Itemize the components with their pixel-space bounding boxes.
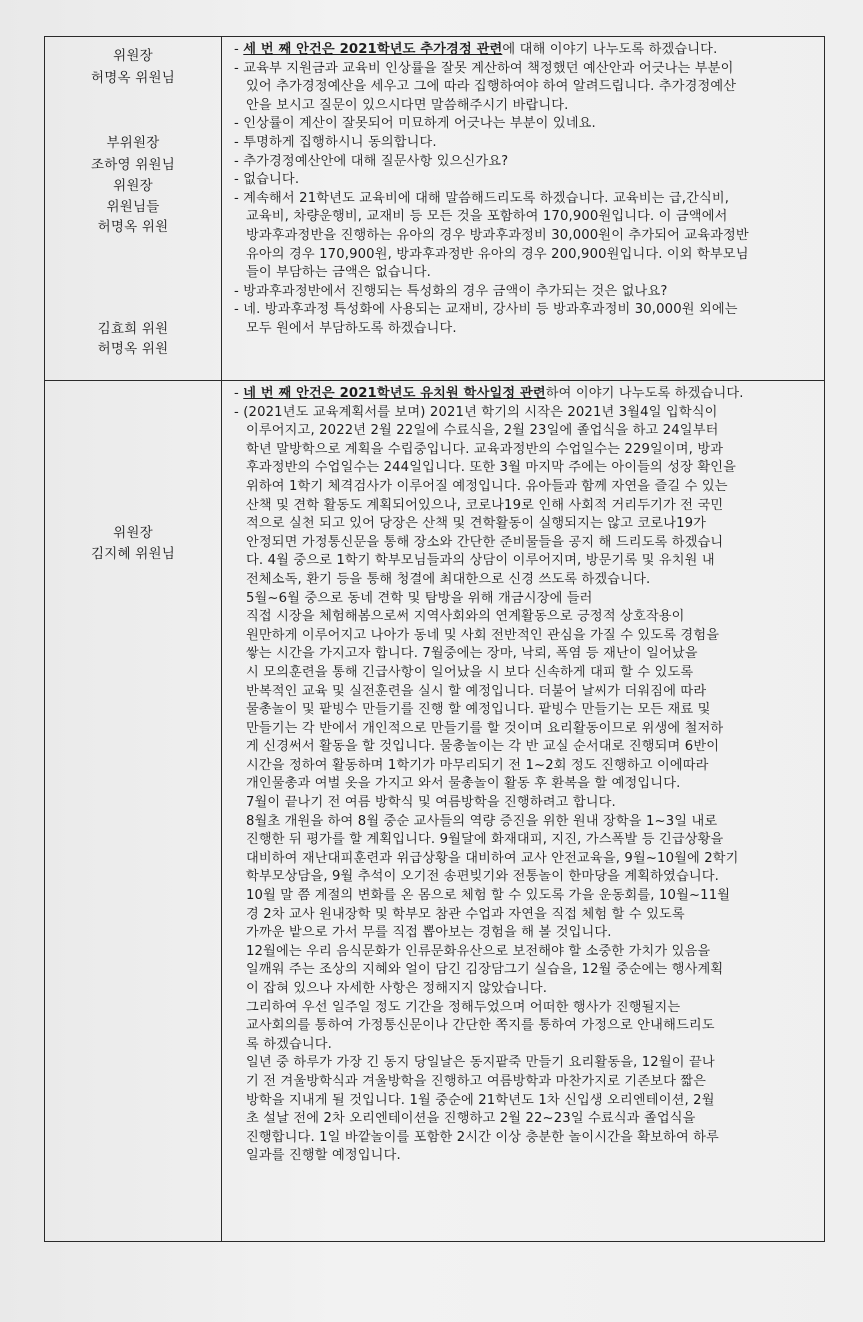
text-line: 10월 말 쯤 계절의 변화를 온 몸으로 체험 할 수 있도록 가을 운동회를, 10월~11월 bbox=[246, 888, 731, 904]
text-line: - 방과후과정반에서 진행되는 특성화의 경우 금액이 추가되는 것은 없나요? bbox=[234, 283, 668, 299]
text-line: 이 잡혀 있으나 자세한 사항은 정해지지 않았습니다. bbox=[246, 981, 548, 996]
agenda-title: 네 번 째 안건은 2021학년도 유치원 학사일정 관련 bbox=[243, 386, 546, 401]
text-line: 시 모의훈련을 통해 긴급사항이 일어났을 시 보다 신속하게 대피 할 수 있도록 bbox=[246, 664, 694, 680]
text-line: 위하여 1학기 체격검사가 이루어질 예정입니다. 유아들과 함께 자연을 즐길 수 있는 bbox=[246, 478, 728, 494]
speaker-label: 김지혜 위원님 bbox=[91, 546, 175, 562]
text-line: 진행한 뒤 평가를 할 계획입니다. 9월달에 화재대피, 지진, 가스폭발 등 긴급상황을 bbox=[246, 832, 724, 848]
text-line: 교육비, 차량운행비, 교재비 등 모든 것을 포함하여 170,900원입니다. 이 금액에서 bbox=[246, 209, 728, 225]
text-line: - 네 번 째 안건은 2021학년도 유치원 학사일정 관련하여 이야기 나누도록 하겠습니다. bbox=[234, 386, 744, 401]
text-line: 진행합니다. 1일 바깥놀이를 포함한 2시간 이상 충분한 놀이시간을 확보하여 하루 bbox=[246, 1129, 719, 1145]
text-line: 일년 중 하루가 가장 긴 동지 당일날은 동지팥죽 만들기 요리활동을, 12월이 끝나 bbox=[246, 1055, 715, 1071]
text-line: 후과정반의 수업일수는 244일입니다. 또한 3월 마지막 주에는 아이들의 성장 확인을 bbox=[246, 460, 737, 476]
speaker-label: 허명옥 위원 bbox=[97, 341, 169, 357]
text-line: - 추가경정예산안에 대해 질문사항 있으신가요? bbox=[234, 153, 509, 169]
text-line: 산책 및 견학 활동도 계획되어있으나, 코로나19로 인해 사회적 거리두기가 전 국민 bbox=[246, 497, 724, 513]
text-line: 이루어지고, 2022년 2월 22일에 수료식을, 2월 23일에 졸업식을 하고 24일부터 bbox=[246, 423, 719, 439]
text-line: - (2021년도 교육계획서를 보며) 2021년 학기의 시작은 2021년 3월4일 입학식이 bbox=[234, 404, 718, 420]
speaker-label: 부위원장 bbox=[106, 135, 160, 151]
speaker-column bbox=[45, 37, 222, 381]
text-line: 일과를 진행할 예정입니다. bbox=[246, 1148, 401, 1164]
minutes-table bbox=[44, 36, 825, 1242]
text-line: 록 하겠습니다. bbox=[246, 1036, 333, 1052]
text-line: 일깨워 주는 조상의 지혜와 얼이 담긴 김장담그기 실습을, 12월 중순에는 행사계획 bbox=[246, 962, 724, 978]
speaker-label: 위원장 bbox=[113, 48, 153, 64]
text-line: 적으로 실천 되고 있어 당장은 산책 및 견학활동이 실행되지는 않고 코로나19가 bbox=[246, 516, 707, 532]
text-line: 만들기는 각 반에서 개인적으로 만들기를 할 것이며 요리활동이므로 위생에 철저하 bbox=[246, 720, 724, 736]
text-line: 개인물총과 여벌 옷을 가지고 와서 물총놀이 활동 후 환복을 할 예정입니다. bbox=[246, 776, 681, 792]
text-line: 5월~6월 중으로 동네 견학 및 탐방을 위해 개금시장에 들러 bbox=[246, 590, 593, 606]
speaker-label: 김효희 위원 bbox=[97, 321, 169, 337]
text-line: 모두 원에서 부담하도록 하겠습니다. bbox=[246, 320, 457, 336]
text-line: - 계속해서 21학년도 교육비에 대해 말씀해드리도록 하겠습니다. 교육비는 급,간식비, bbox=[234, 190, 730, 206]
text-line: 유아의 경우 170,900원, 방과후과정반 유아의 경우 200,900원입니다. 이외 학부모님 bbox=[246, 246, 749, 262]
speaker-label: 위원장 bbox=[113, 525, 153, 541]
text-line: - 네. 방과후과정 특성화에 사용되는 교재비, 강사비 등 방과후과정비 30,000원 외에는 bbox=[234, 302, 738, 318]
speaker-label: 조하영 위원님 bbox=[91, 157, 175, 173]
text-line: 안을 보시고 질문이 있으시다면 말씀해주시기 바랍니다. bbox=[246, 97, 569, 113]
table-row bbox=[45, 381, 825, 1242]
text-line: 전체소독, 환기 등을 통해 청결에 최대한으로 신경 쓰도록 하겠습니다. bbox=[246, 571, 651, 587]
text-line: 대비하여 재난대피훈련과 위급상황을 대비하여 교사 안전교육을, 9월~10월에 2학기 bbox=[246, 850, 739, 866]
content-column bbox=[222, 37, 825, 381]
text-line: 쌓는 시간을 가지고자 합니다. 7월중에는 장마, 낙뢰, 폭염 등 재난이 일어났을 bbox=[246, 646, 698, 662]
text-line: 그리하여 우선 일주일 정도 기간을 정해두었으며 어떠한 행사가 진행될지는 bbox=[246, 999, 681, 1015]
text-line: 안정되면 가정통신문을 통해 장소와 간단한 준비물들을 공지 해 드리도록 하겠습니 bbox=[246, 534, 724, 550]
content-column bbox=[222, 381, 825, 1242]
text-line: 반복적인 교육 및 실전훈련을 실시 할 예정입니다. 더불어 날씨가 더워짐에 따라 bbox=[246, 683, 707, 699]
text-line: 초 설날 전에 2차 오리엔테이션을 진행하고 2월 22~23일 수료식과 졸업식을 bbox=[246, 1111, 696, 1127]
speaker-label: 위원장 bbox=[113, 178, 153, 194]
text-line: 물총놀이 및 팥빙수 만들기를 진행 할 예정입니다. 팥빙수 만들기는 모든 재료 및 bbox=[246, 702, 711, 718]
content-text bbox=[222, 381, 824, 1170]
text-line: 방과후과정반을 진행하는 유아의 경우 방과후과정비 30,000원이 추가되어 교육과정반 bbox=[246, 227, 749, 243]
text-line: 게 신경써서 활동을 할 것입니다. 물총놀이는 각 반 교실 순서대로 진행되며 6반이 bbox=[246, 739, 720, 755]
text-line: 경 2차 교사 원내장학 및 학부모 참관 수업과 자연을 직접 체험 할 수 있도록 bbox=[246, 906, 685, 922]
text-line: 학년 말방학으로 계획을 수립중입니다. 교육과정반의 수업일수는 229일이며, 방과 bbox=[246, 441, 724, 457]
text-line: - 없습니다. bbox=[234, 172, 300, 188]
agenda-title: 세 번 째 안건은 2021학년도 추가경정 관련 bbox=[243, 42, 503, 57]
speaker-list bbox=[45, 37, 221, 380]
text-line: 7월이 끝나기 전 여름 방학식 및 여름방학을 진행하려고 합니다. bbox=[246, 795, 616, 811]
text-line: 12월에는 우리 음식문화가 인류문화유산으로 보전해야 할 소중한 가치가 있음을 bbox=[246, 943, 711, 959]
text-line: - 투명하게 집행하시니 동의합니다. bbox=[234, 134, 437, 150]
text-line: 8월초 개원을 하여 8월 중순 교사들의 역량 증진을 위한 원내 장학을 1~3일 내로 bbox=[246, 813, 718, 829]
content-text bbox=[222, 37, 824, 343]
speaker-list bbox=[45, 381, 221, 1241]
text-line: - 세 번 째 안건은 2021학년도 추가경정 관련에 대해 이야기 나누도록 하겠습니다. bbox=[234, 42, 718, 57]
text-line: 교사회의를 통하여 가정통신문이나 간단한 쪽지를 통하여 가정으로 안내해드리도 bbox=[246, 1018, 715, 1034]
text-line: 직접 시장을 체험해봄으로써 지역사회와의 연계활동으로 긍정적 상호작용이 bbox=[246, 609, 685, 625]
speaker-label: 허명옥 위원 bbox=[97, 219, 169, 235]
speaker-column bbox=[45, 381, 222, 1242]
text-line: 기 전 겨울방학식과 겨울방학을 진행하고 여름방학과 마찬가지로 기존보다 짧은 bbox=[246, 1073, 707, 1089]
text-line: 다. 4월 중으로 1학기 학부모님들과의 상담이 이루어지며, 방문기록 및 유치원 내 bbox=[246, 553, 715, 569]
text-line: 들이 부담하는 금액은 없습니다. bbox=[246, 265, 431, 281]
speaker-label: 위원님들 bbox=[106, 199, 160, 215]
speaker-label: 허명옥 위원님 bbox=[91, 70, 175, 86]
text-line: 학부모상담을, 9월 추석이 오기전 송편빚기와 전통놀이 한마당을 계획하였습니다. bbox=[246, 869, 719, 885]
text-line: 가까운 밭으로 가서 무를 직접 뽑아보는 경험을 해 볼 것입니다. bbox=[246, 925, 612, 941]
text-line: 원만하게 이루어지고 나아가 동네 및 사회 전반적인 관심을 가질 수 있도록 경험을 bbox=[246, 627, 720, 643]
text-line: 있어 추가경정예산을 세우고 그에 따라 집행하여야 하여 알려드립니다. 추가경정예산 bbox=[246, 79, 737, 95]
table-row bbox=[45, 37, 825, 381]
text-line: 방학을 지내게 될 것입니다. 1월 중순에 21학년도 1차 신입생 오리엔테이션, 2월 bbox=[246, 1092, 715, 1108]
text-line: - 인상률이 계산이 잘못되어 미묘하게 어긋나는 부분이 있네요. bbox=[234, 116, 596, 132]
text-line: 시간을 정하여 활동하며 1학기가 마무리되기 전 1~2회 정도 진행하고 이에따라 bbox=[246, 757, 709, 773]
text-line: - 교육부 지원금과 교육비 인상률을 잘못 계산하여 책정했던 예산안과 어긋나는 부분이 bbox=[234, 60, 734, 76]
